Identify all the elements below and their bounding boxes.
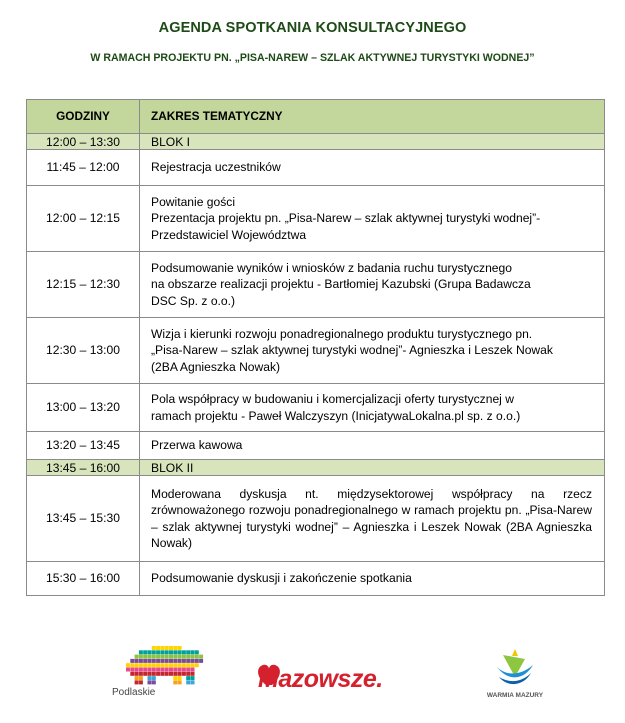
table-row bbox=[27, 384, 605, 432]
topic-line: na obszarze realizacji projektu - Bartłomiej Kazubski (Grupa Badawcza bbox=[151, 277, 531, 292]
row-topic bbox=[140, 432, 605, 460]
topic-line: Podsumowanie wyników i wniosków z badania ruchu turystycznego bbox=[151, 260, 512, 275]
table-row bbox=[27, 562, 605, 596]
block-2-label: BLOK II bbox=[140, 460, 605, 476]
block-2-time: 13:45 – 16:00 bbox=[27, 460, 140, 476]
block-1-label: BLOK I bbox=[140, 134, 605, 150]
block-row-2 bbox=[27, 460, 605, 476]
table-row bbox=[27, 476, 605, 562]
podlaskie-label: Podlaskie bbox=[112, 687, 156, 698]
row-time: 12:30 – 13:00 bbox=[27, 318, 140, 384]
table-row bbox=[27, 186, 605, 252]
row-topic bbox=[140, 318, 605, 384]
row-time: 12:15 – 12:30 bbox=[27, 252, 140, 318]
topic-line: (2BA Agnieszka Nowak) bbox=[151, 359, 281, 374]
topic-line: Prezentacja projektu pn. „Pisa-Narew – szlak aktywnej turystyki wodnej”- bbox=[151, 211, 541, 226]
row-topic bbox=[140, 252, 605, 318]
row-time: 13:45 – 15:30 bbox=[27, 476, 140, 562]
topic-line: Wizja i kierunki rozwoju ponadregionalnego produktu turystycznego pn. bbox=[151, 326, 533, 341]
row-time: 11:45 – 12:00 bbox=[27, 150, 140, 186]
block-1-time: 12:00 – 13:30 bbox=[27, 134, 140, 150]
table-row bbox=[27, 252, 605, 318]
topic-line: Podsumowanie dyskusji i zakończenie spotkania bbox=[151, 571, 412, 586]
podlaskie-logo bbox=[112, 645, 208, 707]
wave-sail-icon bbox=[485, 647, 545, 709]
bison-mosaic-icon bbox=[112, 645, 208, 707]
row-topic bbox=[140, 186, 605, 252]
header-topics: ZAKRES TEMATYCZNY bbox=[140, 100, 605, 134]
agenda-table bbox=[26, 99, 605, 596]
topic-line: Rejestracja uczestników bbox=[151, 160, 281, 175]
topic-line: Pola współpracy w budowaniu i komercjalizacji oferty turystycznej w bbox=[151, 392, 514, 406]
topic-line: Przerwa kawowa bbox=[151, 438, 243, 453]
topic-line: DSC Sp. z o.o.) bbox=[151, 293, 236, 308]
mazowsze-label: Mazowsze. bbox=[258, 665, 383, 693]
heart-icon bbox=[254, 655, 410, 700]
table-row bbox=[27, 432, 605, 460]
row-topic bbox=[140, 562, 605, 596]
row-topic bbox=[140, 476, 605, 562]
row-time: 13:20 – 13:45 bbox=[27, 432, 140, 460]
topic-line: Moderowana dyskusja nt. międzysektorowej współpracy na rzecz zrównoważonego rozwoju ponadregionalnego w ramach projektu pn. „Pisa-Narew – szlak aktywnej turystyki wodnej” – Agnieszka i Leszek Nowak (2BA Agnieszka Nowak) bbox=[151, 486, 592, 550]
topic-line: ramach projektu - Paweł Walczyszyn (InicjatywaLokalna.pl sp. z o.o.) bbox=[151, 408, 521, 423]
header-hours: GODZINY bbox=[27, 100, 140, 134]
row-time: 12:00 – 12:15 bbox=[27, 186, 140, 252]
topic-line: Powitanie gości bbox=[151, 194, 236, 209]
table-row bbox=[27, 150, 605, 186]
row-topic bbox=[140, 384, 605, 432]
table-row bbox=[27, 318, 605, 384]
topic-line: „Pisa-Narew – szlak aktywnej turystyki wodnej”- Agnieszka i Leszek Nowak bbox=[151, 343, 553, 358]
agenda-title: AGENDA SPOTKANIA KONSULTACYJNEGO bbox=[158, 20, 467, 36]
warmia-mazury-logo bbox=[485, 647, 545, 709]
block-row-1 bbox=[27, 134, 605, 150]
agenda-subtitle: W RAMACH PROJEKTU PN. „PISA-NAREW – SZLAK AKTYWNEJ TURYSTYKI WODNEJ” bbox=[90, 52, 535, 64]
mazowsze-logo bbox=[254, 655, 410, 700]
row-time: 13:00 – 13:20 bbox=[27, 384, 140, 432]
topic-line: Przedstawiciel Województwa bbox=[151, 227, 307, 242]
logos-footer bbox=[0, 645, 625, 715]
row-topic bbox=[140, 150, 605, 186]
row-time: 15:30 – 16:00 bbox=[27, 562, 140, 596]
warmia-mazury-label: WARMIA MAZURY bbox=[486, 692, 544, 699]
table-header-row bbox=[27, 100, 605, 134]
